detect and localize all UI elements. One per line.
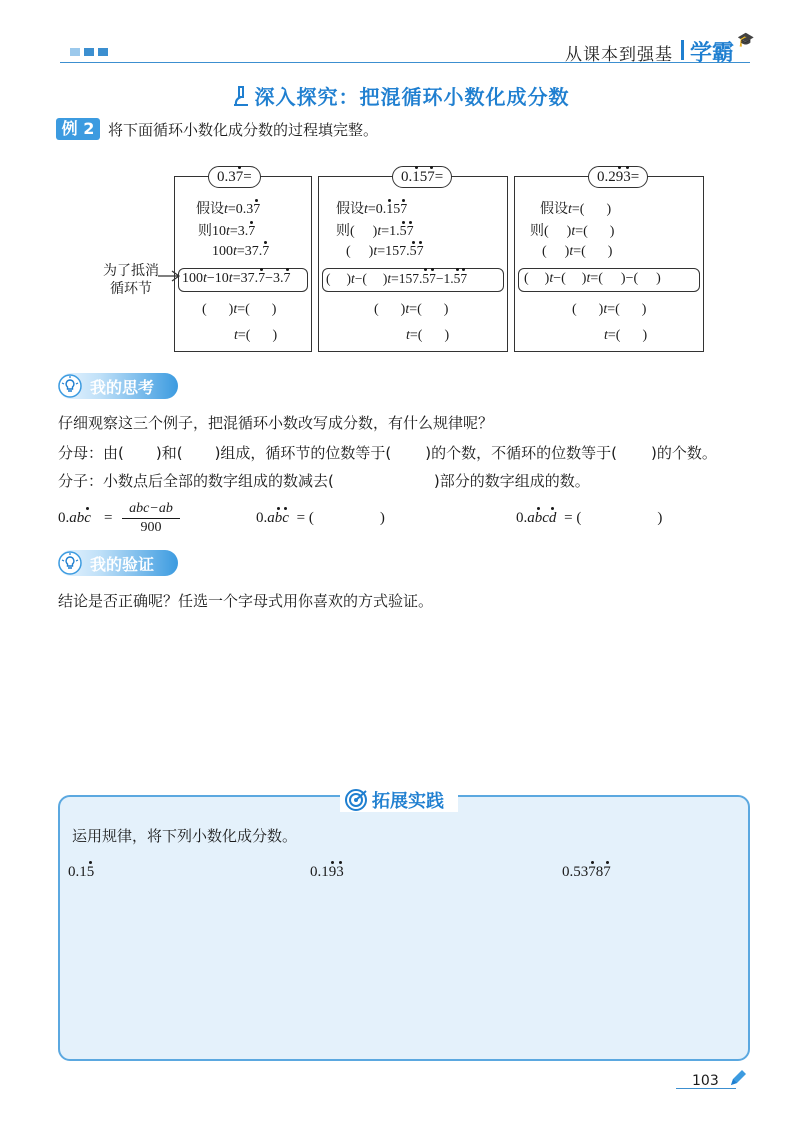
verify-question: 结论是否正确呢？任选一个字母式用你喜欢的方式验证。	[58, 592, 434, 610]
formula-3: 0.abcd = ( )	[516, 510, 663, 526]
practice-item-1: 0.15	[68, 864, 95, 880]
box3-line1: 假设t=( )	[540, 202, 612, 217]
thinking-question: 仔细观察这三个例子，把混循环小数改写成分数，有什么规律呢？	[58, 414, 494, 432]
page-number: 103	[692, 1073, 719, 1089]
section-title: 深入探究：把混循环小数化成分数	[0, 81, 800, 112]
box1-line1: 假设t=0.37	[196, 202, 261, 217]
box1-line4: 100t−10t=37.7−3.7	[182, 271, 291, 286]
practice-question: 运用规律，将下列小数化成分数。	[72, 827, 298, 845]
practice-item-2: 0.193	[310, 864, 344, 880]
box3-line3: ( )t=( )	[542, 244, 613, 259]
target-icon	[344, 788, 368, 812]
lightbulb-icon	[58, 374, 82, 398]
example-badge: 例 2	[56, 118, 100, 140]
footer-rule	[676, 1088, 736, 1089]
practice-item-3: 0.53787	[562, 864, 611, 880]
microscope-icon	[231, 85, 251, 112]
header-decoration	[70, 48, 108, 56]
box3-line6: t=( )	[604, 328, 648, 343]
lightbulb-icon	[58, 551, 82, 575]
box2-title: 0.157=	[392, 166, 452, 188]
thinking-header: 我的思考	[58, 373, 178, 399]
box3-title: 0.293=	[588, 166, 648, 188]
box2-line5: ( )t=( )	[374, 302, 449, 317]
box1-line6: t=( )	[234, 328, 278, 343]
book-title: 从课本到强基	[565, 45, 673, 65]
graduation-cap-icon: 🎓	[737, 32, 755, 48]
box2-line1: 假设t=0.157	[336, 202, 408, 217]
box1-line2: 则10t=3.7	[198, 224, 256, 239]
box1-title: 0.37=	[208, 166, 261, 188]
header-divider	[681, 40, 684, 60]
formula-2: 0.abc = ( )	[256, 510, 385, 526]
box2-line4: ( )t−( )t=157.57−1.57	[326, 271, 468, 286]
numerator-rule: 分子：小数点后全部的数字组成的数减去( )部分的数字组成的数。	[58, 472, 590, 490]
side-note: 为了抵消 循环节	[103, 263, 159, 297]
box2-line3: ( )t=157.57	[346, 244, 424, 259]
box3-line5: ( )t=( )	[572, 302, 647, 317]
practice-title: 拓展实践	[372, 791, 444, 812]
box2-line2: 则( )t=1.57	[336, 224, 414, 239]
box1-line3: 100t=37.7	[212, 244, 270, 259]
box3-line2: 则( )t=( )	[530, 224, 615, 239]
verify-header: 我的验证	[58, 550, 178, 576]
denominator-rule: 分母：由( )和( )组成，循环节的位数等于( )的个数，不循环的位数等于( )的个数。	[58, 444, 717, 462]
box2-line6: t=( )	[406, 328, 450, 343]
example-prompt: 将下面循环小数化成分数的过程填完整。	[108, 121, 379, 139]
box1-line5: ( )t=( )	[202, 302, 277, 317]
brand-logo: 学霸	[690, 41, 735, 66]
box3-line4: ( )t−( )t=( )−( )	[524, 271, 661, 286]
pencil-icon	[728, 1068, 748, 1088]
